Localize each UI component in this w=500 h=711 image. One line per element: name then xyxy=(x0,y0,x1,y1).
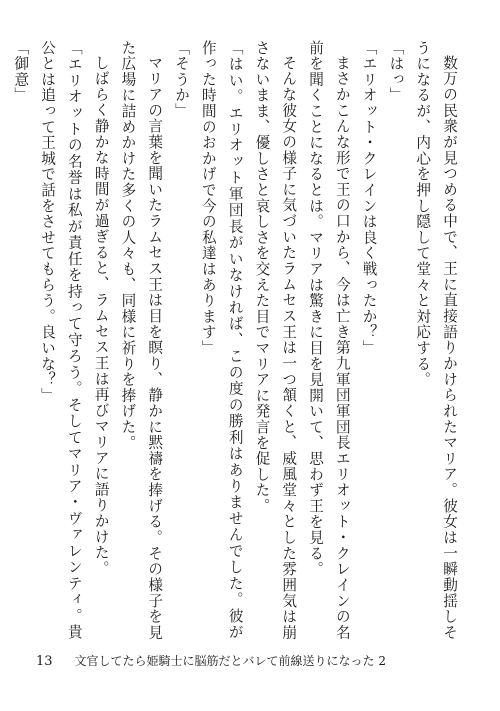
paragraph: マリアの言葉を聞いたラムセス王は目を瞑り、静かに黙禱を捧げる。その様子を見た広場に詰めかけた多くの人々も、同様に祈りを捧げた。 xyxy=(119,40,164,640)
paragraph: しばらく静かな時間が過ぎると、ラムセス王は再びマリアに語りかけた。 xyxy=(92,54,110,576)
paragraph: 「はっ」 xyxy=(387,40,405,104)
page-footer xyxy=(36,652,386,669)
paragraph: 数万の民衆が見つめる中で、王に直接語りかけられたマリア。彼女は一瞬動揺しそうになるが、内心を押し隠して堂々と対応する。 xyxy=(414,40,458,640)
paragraph: まさかこんな形で王の口から、今は亡き第九軍団軍団長エリオット・クレインの名前を聞くことになるとは。マリアは驚きに目を見開いて、思わず王を見る。 xyxy=(307,40,351,640)
paragraph: 「はい。エリオット軍団長がいなければ、この度の勝利はありませんでした。彼が作った時間のおかげで今の私達はあります」 xyxy=(199,40,244,640)
paragraph: 「そうか」 xyxy=(173,40,191,119)
page-body-text xyxy=(12,40,462,640)
paragraph: 「御意」 xyxy=(12,40,30,104)
paragraph: 「エリオット・クレインは良く戦ったか？」 xyxy=(360,40,378,356)
page-number: 13 xyxy=(36,654,53,669)
book-title: 文官してたら姫騎士に脳筋だとバレて前線送りになった 2 xyxy=(74,654,386,668)
paragraph: そんな彼女の様子に気づいたラムセス王は一つ頷くと、威風堂々とした雰囲気は崩さないまま、優しさと哀しさを交えた目でマリアに発言を促した。 xyxy=(253,40,298,640)
paragraph: 「エリオットの名誉は私が責任を持って守ろう。そしてマリア・ヴァレンティ。貴公とは追って王城で話をさせてもらう。良いな？」 xyxy=(39,40,83,640)
